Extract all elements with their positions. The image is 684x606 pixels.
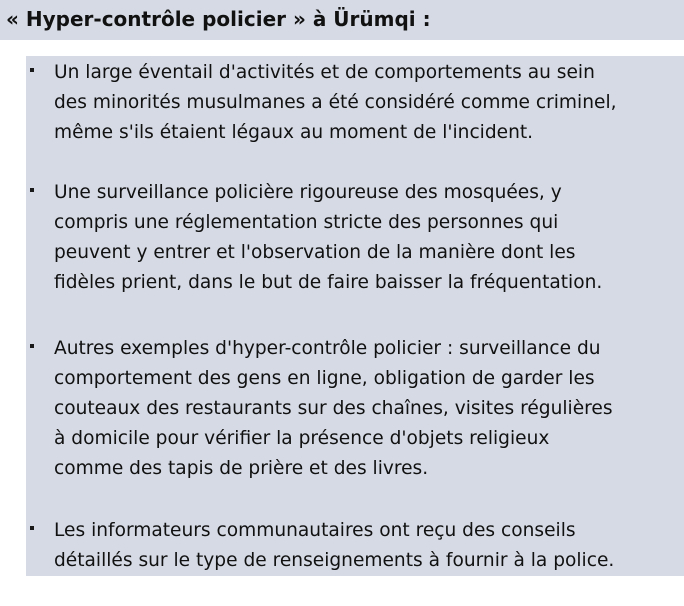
bullet-marker-icon	[30, 188, 34, 192]
bullet-line: détaillés sur le type de renseignements à fournir à la police.	[54, 550, 615, 571]
bullet-line: Autres exemples d'hyper-contrôle policier : surveillance du	[54, 338, 601, 359]
bullet-line: compris une réglementation stricte des personnes qui	[54, 212, 559, 233]
bullet-line: comme des tapis de prière et des livres.	[54, 458, 429, 479]
bullet-line: comportement des gens en ligne, obligation de garder les	[54, 368, 595, 389]
slide-title: « Hyper-contrôle policier » à Ürümqi :	[6, 7, 431, 31]
bullet-marker-icon	[30, 344, 34, 348]
content-panel	[26, 56, 684, 576]
bullet-marker-icon	[30, 68, 34, 72]
bullet-text	[54, 58, 682, 148]
title-band	[0, 0, 684, 40]
bullet-line: Une surveillance policière rigoureuse des mosquées, y	[54, 182, 562, 203]
bullet-text	[54, 516, 682, 576]
bullet-line: Un large éventail d'activités et de comportements au sein	[54, 62, 595, 83]
bullet-line: Les informateurs communautaires ont reçu des conseils	[54, 520, 576, 541]
bullet-text	[54, 178, 682, 298]
bullet-line: des minorités musulmanes a été considéré comme criminel,	[54, 92, 617, 113]
bullet-line: fidèles prient, dans le but de faire baisser la fréquentation.	[54, 272, 603, 293]
bullet-marker-icon	[30, 526, 34, 530]
bullet-line: couteaux des restaurants sur des chaînes, visites régulières	[54, 398, 613, 419]
bullet-line: à domicile pour vérifier la présence d'objets religieux	[54, 428, 550, 449]
bullet-line: même s'ils étaient légaux au moment de l'incident.	[54, 122, 534, 143]
bullet-text	[54, 334, 682, 484]
bullet-line: peuvent y entrer et l'observation de la manière dont les	[54, 242, 576, 263]
